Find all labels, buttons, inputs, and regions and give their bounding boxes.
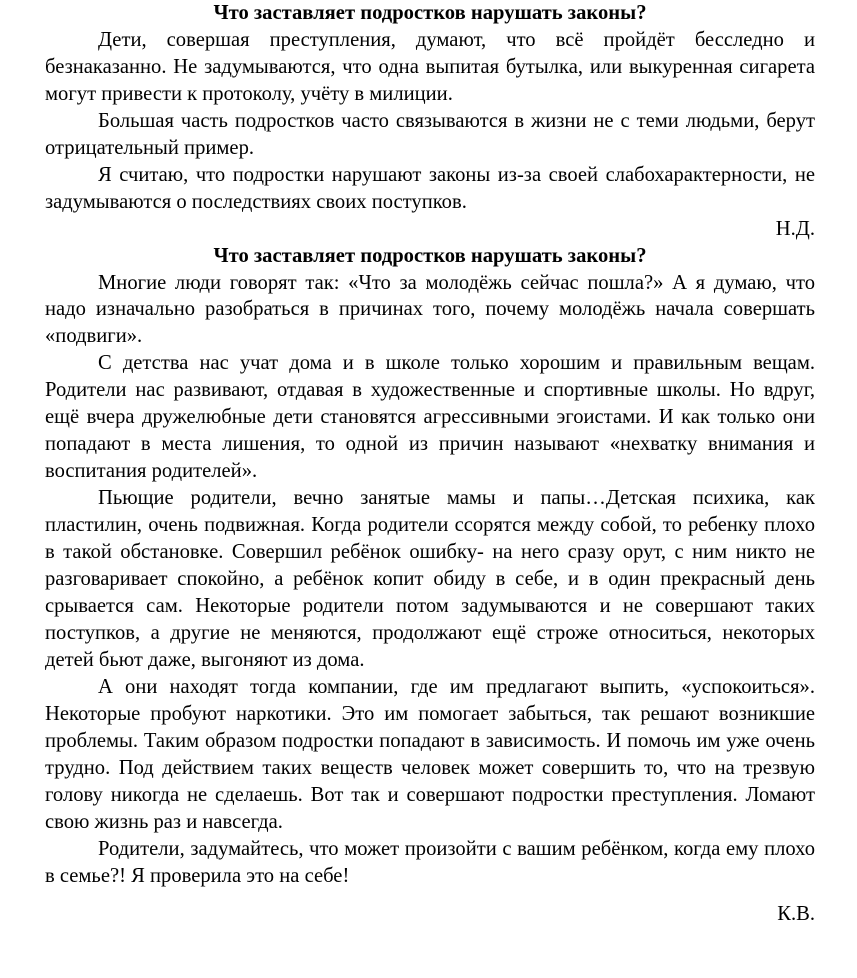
article-1-paragraph-3: Я считаю, что подростки нарушают законы из-за своей слабохарактерности, не задумываются о последствиях своих поступков. [45, 163, 815, 213]
article-2-paragraph-3: Пьющие родители, вечно занятые мамы и папы…Детская психика, как пластилин, очень подвижная. Когда родители ссорятся между собой, то ребенку плохо в такой обстановке. Совершил ребёнок ошибку- на него сразу орут, с ним никто не разговаривает спокойно, а ребёнок копит обиду в себе, и в один прекрасный день срывается сам. Некоторые родители потом задумываются и не совершают таких поступков, а другие не меняются, продолжают ещё строже относиться, некоторых детей бьют даже, выгоняют из дома. [45, 487, 815, 671]
article-2-signature: К.В. [777, 903, 815, 926]
document-page [45, 0, 815, 928]
article-1-paragraph-1: Дети, совершая преступления, думают, что всё пройдёт бесследно и безнаказанно. Не задумываются, что одна выпитая бутылка, или выкуренная сигарета могут привести к протоколу, учёту в милиции. [45, 28, 815, 105]
article-2-title: Что заставляет подростков нарушать законы? [213, 244, 647, 267]
article-2-paragraph-4: А они находят тогда компании, где им предлагают выпить, «успокоиться». Некоторые пробуют наркотики. Это им помогает забыться, так решают возникшие проблемы. Таким образом подростки попадают в зависимость. И помочь им уже очень трудно. Под действием таких веществ человек может совершить то, что на трезвую голову никогда не сделаешь. Вот так и совершают подростки преступления. Ломают свою жизнь раз и навсегда. [45, 675, 815, 833]
article-2-paragraph-5: Родители, задумайтесь, что может произойти с вашим ребёнком, когда ему плохо в семье?! Я проверила это на себе! [45, 837, 815, 887]
article-2-paragraph-2: С детства нас учат дома и в школе только хорошим и правильным вещам. Родители нас развивают, отдавая в художественные и спортивные школы. Но вдруг, ещё вчера дружелюбные дети становятся агрессивными эгоистами. И как только они попадают в места лишения, то одной из причин называют «нехватку внимания и воспитания родителей». [45, 352, 815, 483]
article-1-title: Что заставляет подростков нарушать законы? [213, 2, 647, 24]
article-1-paragraph-2: Большая часть подростков часто связываются в жизни не с теми людьми, берут отрицательный пример. [45, 109, 815, 159]
article-1-signature: Н.Д. [775, 217, 815, 240]
article-2-paragraph-1: Многие люди говорят так: «Что за молодёжь сейчас пошла?» А я думаю, что надо изначально разобраться в причинах того, почему молодёжь начала совершать «подвиги». [45, 271, 815, 348]
